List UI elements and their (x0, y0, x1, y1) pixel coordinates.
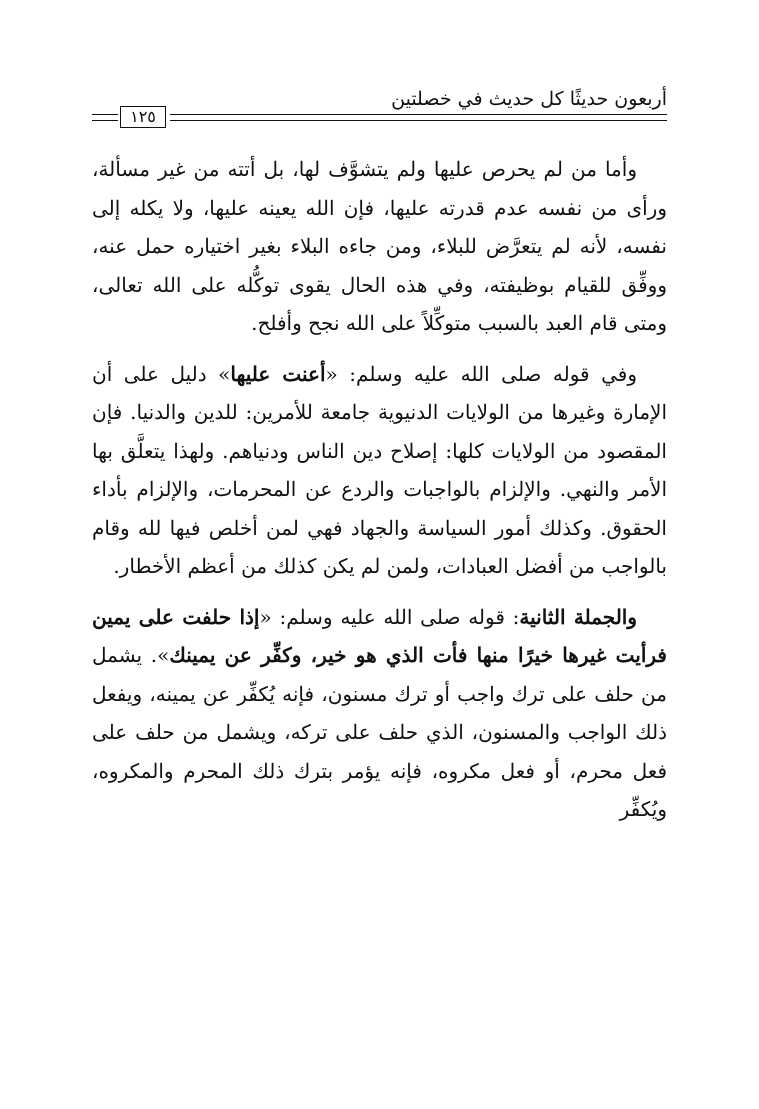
paragraph-3 (92, 598, 667, 829)
page-number: ١٢٥ (120, 106, 166, 128)
header-rule-left-bottom (92, 120, 118, 121)
paragraph-2 (92, 355, 667, 586)
page-header (92, 86, 667, 130)
paragraph-1 (92, 150, 667, 343)
paragraph-2-after: » دليل على أن الإمارة وغيرها من الولايات الدنيوية جامعة للأمرين: للدين والدنيا. فإن المقصود من الولايات كلها: إصلاح دين الناس ودنياهم. ولهذا يتعلَّق بها الأمر والنهي. والإلزام بالواجبات والردع عن المحرمات، والإلزام بأداء الحقوق. وكذلك أمور السياسة والجهاد فهي لمن أخلص فيها لله وقام بالواجب من أفضل العبادات، ولمن لم يكن كذلك من أعظم الأخطار. (92, 361, 667, 578)
paragraph-3-lead: والجملة الثانية (519, 604, 638, 629)
paragraph-3-quote: إذا حلفت على يمين فرأيت غيرها خيرًا منها فأت الذي هو خير، وكفِّر عن يمينك (92, 604, 667, 667)
header-rule-left-top (92, 114, 118, 115)
running-title: أربعون حديثًا كل حديث في خصلتين (391, 88, 667, 110)
page-body (92, 150, 667, 829)
paragraph-2-quote: أعنت عليها (230, 361, 326, 386)
paragraph-3-after: ». يشمل من حلف على ترك واجب أو ترك مسنون، فإنه يُكفِّر عن يمينه، ويفعل ذلك الواجب والمسنون، الذي حلف على تركه، ويشمل من حلف على فعل محرم، أو فعل مكروه، فإنه يؤمر بترك ذلك المحرم والمكروه، ويُكفِّر (92, 643, 667, 821)
header-rule-right-bottom (170, 120, 667, 121)
paragraph-2-before: وفي قوله صلى الله عليه وسلم: « (325, 361, 637, 386)
paragraph-3-before: : قوله صلى الله عليه وسلم: « (259, 604, 520, 629)
paragraph-1-text: وأما من لم يحرص عليها ولم يتشوَّف لها، بل أتته من غير مسألة، ورأى من نفسه عدم قدرته عليها، فإن الله يعينه عليها، ولا يكله إلى نفسه، لأنه لم يتعرَّض للبلاء، ومن جاءه البلاء بغير اختياره حمل عنه، ووفِّق للقيام بوظيفته، وفي هذه الحال يقوى توكُّله على الله تعالى، ومتى قام العبد بالسبب متوكِّلاً على الله نجح وأفلح. (92, 157, 667, 335)
header-rule-right-top (170, 114, 667, 115)
